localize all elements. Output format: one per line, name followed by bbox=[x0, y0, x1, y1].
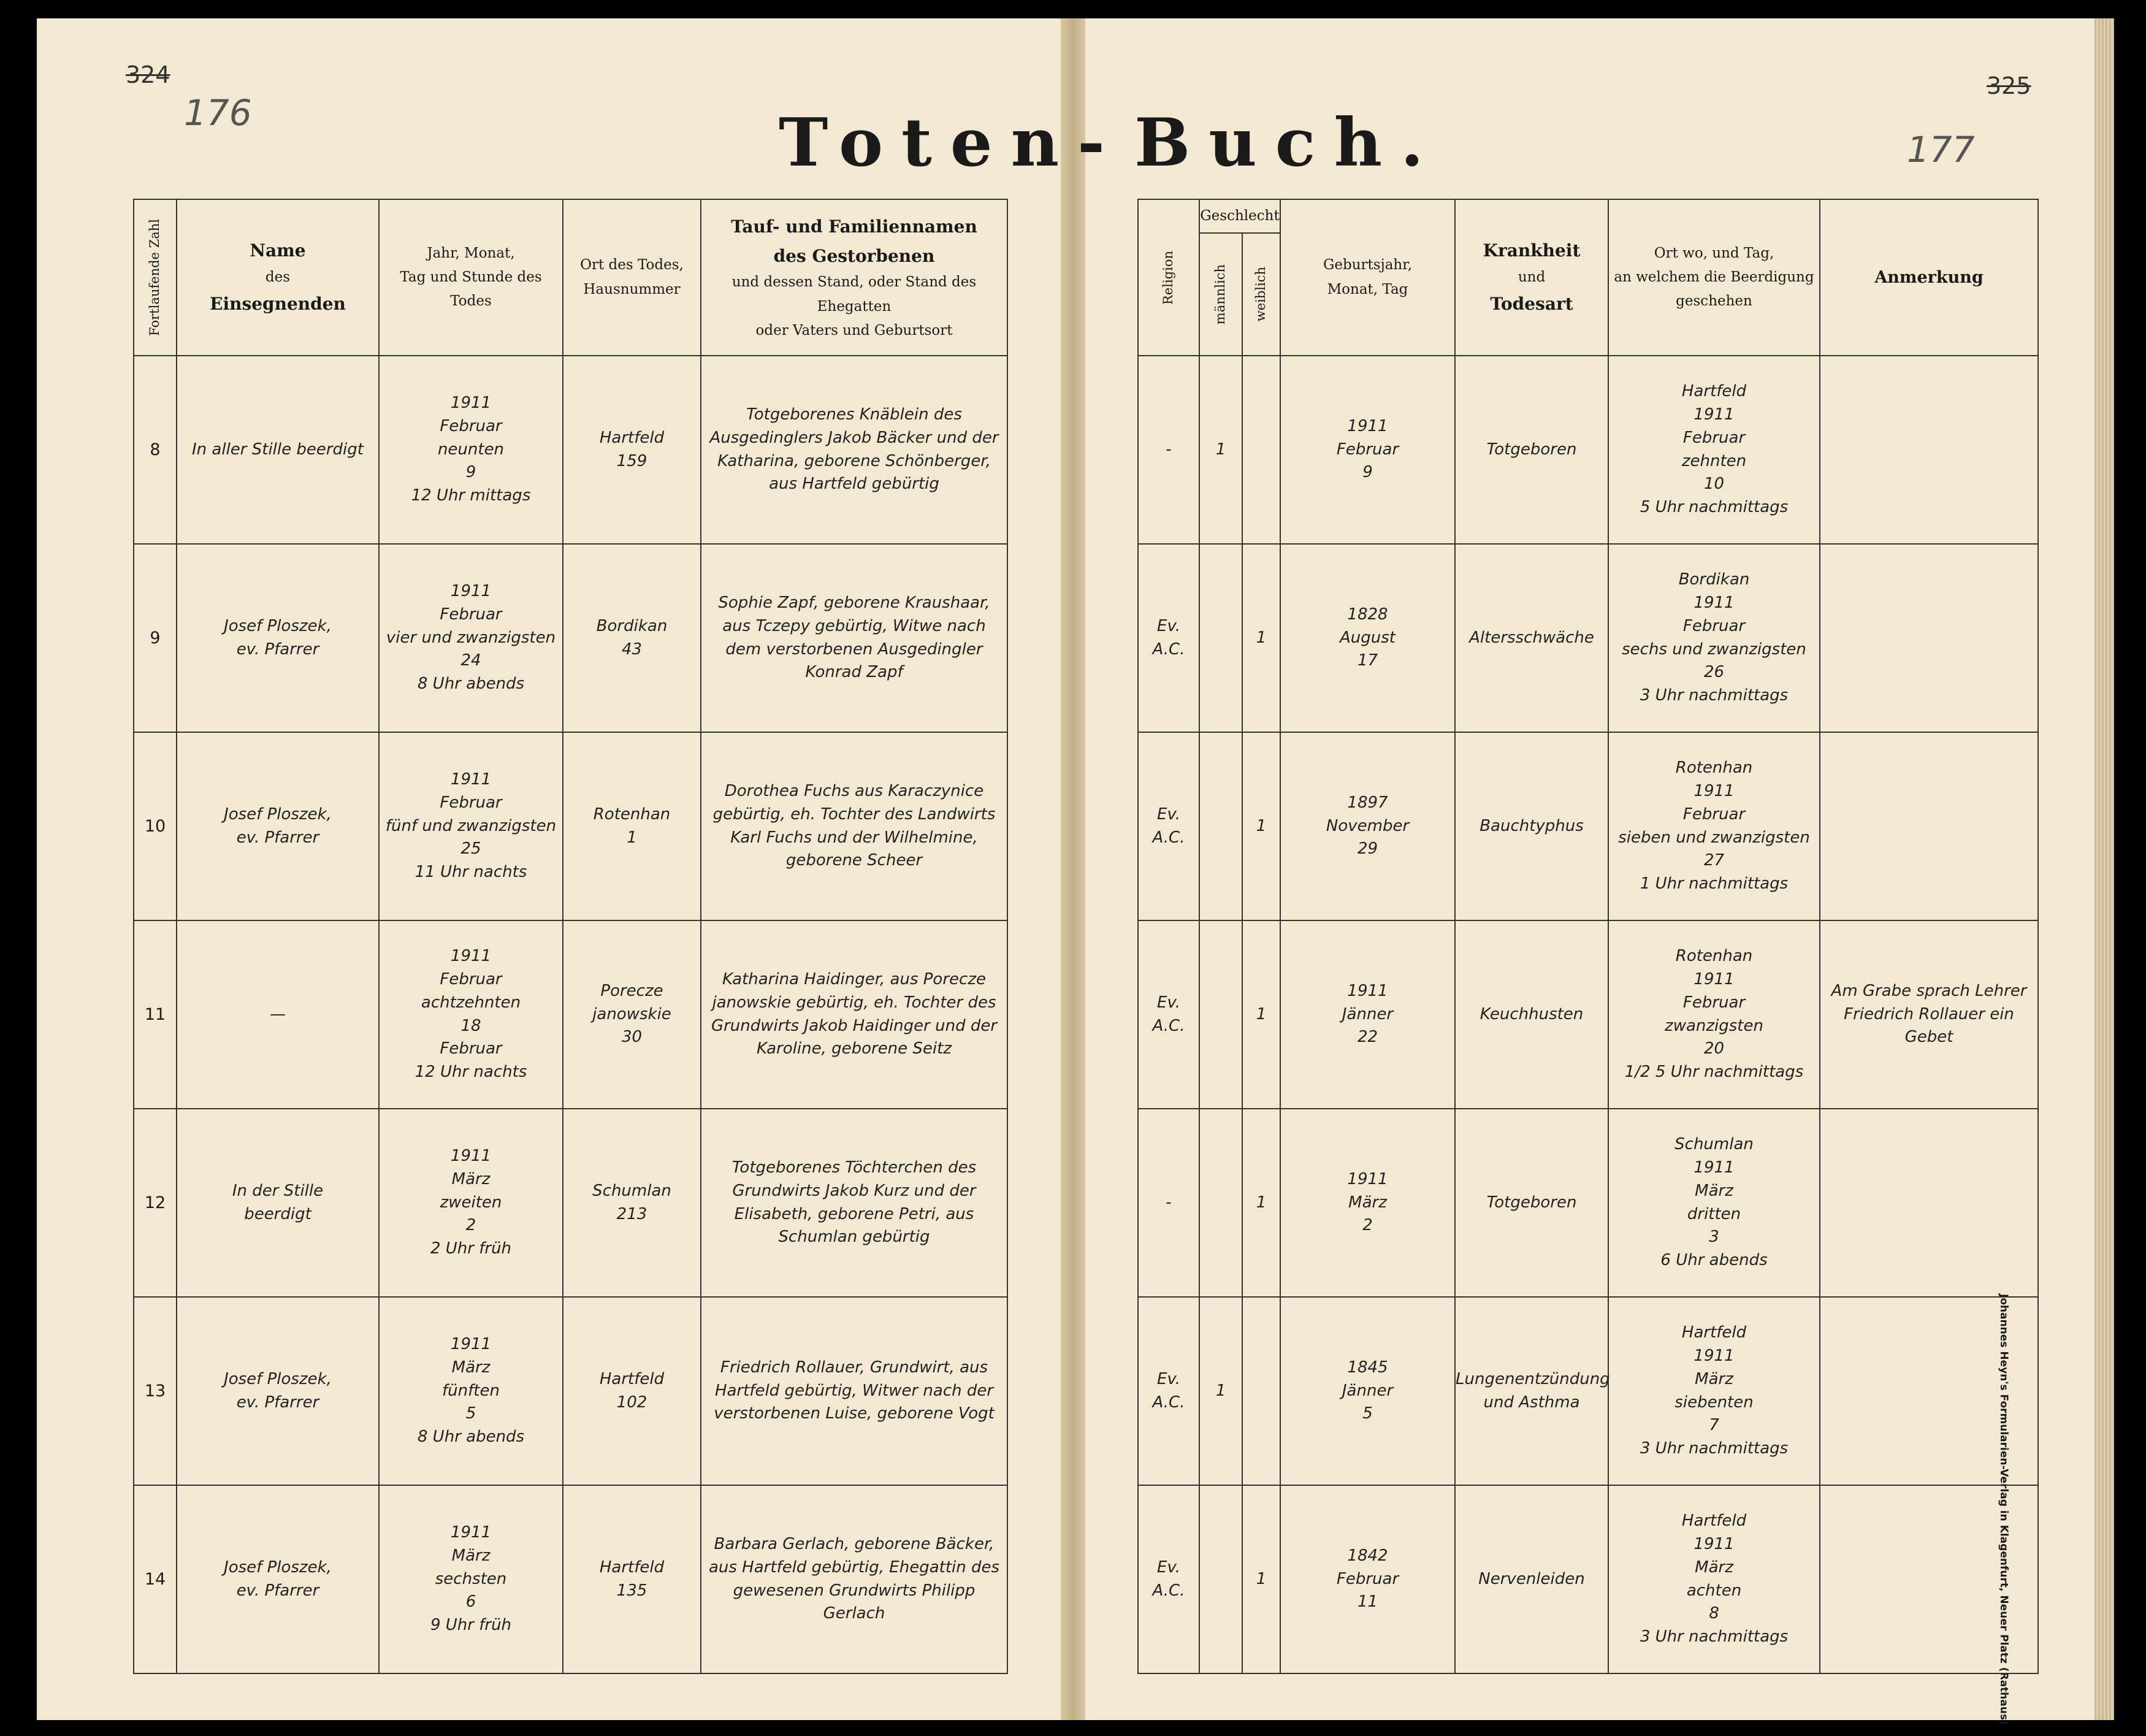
remarks-cell bbox=[1820, 1485, 2038, 1673]
right-register-table bbox=[1137, 199, 2039, 1674]
register-row bbox=[134, 1297, 1007, 1485]
title-right: Buch. bbox=[1134, 104, 1442, 182]
male-cell bbox=[1199, 732, 1242, 920]
female-cell bbox=[1242, 1297, 1280, 1485]
left-folio-handwritten: 176 bbox=[184, 92, 252, 134]
header-deceased: Tauf- und Familiennamen des Gestorbenen und dessen Stand, oder Stand des Ehegatten oder Vaters und Geburtsort bbox=[701, 199, 1007, 356]
male-cell: 1 bbox=[1199, 356, 1242, 544]
burial-cell: Hartfeld 1911 März achten 8 3 Uhr nachmittags bbox=[1608, 1485, 1820, 1673]
birth-date-cell: 1845 Jänner 5 bbox=[1280, 1297, 1455, 1485]
religion-cell: Ev. A.C. bbox=[1138, 920, 1199, 1109]
deceased-cell: Totgeborenes Töchterchen des Grundwirts Jakob Kurz und der Elisabeth, geborene Petri, aus Schumlan gebürtig bbox=[701, 1109, 1007, 1297]
register-row bbox=[134, 1485, 1007, 1673]
male-cell bbox=[1199, 1485, 1242, 1673]
birth-date-cell: 1842 Februar 11 bbox=[1280, 1485, 1455, 1673]
remarks-cell bbox=[1820, 356, 2038, 544]
remarks-cell bbox=[1820, 1109, 2038, 1297]
register-row bbox=[1138, 1297, 2038, 1485]
register-row bbox=[1138, 1109, 2038, 1297]
entry-number: 8 bbox=[134, 356, 177, 544]
birth-date-cell: 1911 Februar 9 bbox=[1280, 356, 1455, 544]
remarks-cell bbox=[1820, 732, 2038, 920]
female-cell: 1 bbox=[1242, 1109, 1280, 1297]
deceased-cell: Dorothea Fuchs aus Karaczynice gebürtig, eh. Tochter des Landwirts Karl Fuchs und der Wilhelmine, geborene Scheer bbox=[701, 732, 1007, 920]
religion-cell: Ev. A.C. bbox=[1138, 1485, 1199, 1673]
illness-cell: Lungenentzündung und Asthma bbox=[1455, 1297, 1608, 1485]
death-date-cell: 1911 März zweiten 2 2 Uhr früh bbox=[379, 1109, 563, 1297]
header-officiant: Name des Einsegnenden bbox=[177, 199, 379, 356]
birth-date-cell: 1911 Jänner 22 bbox=[1280, 920, 1455, 1109]
header-illness: Krankheit und Todesart bbox=[1455, 199, 1608, 356]
right-folio-handwritten: 177 bbox=[1907, 129, 1975, 170]
header-death-date: Jahr, Monat, Tag und Stunde des Todes bbox=[379, 199, 563, 356]
male-cell bbox=[1199, 920, 1242, 1109]
officiant-cell: Josef Ploszek, ev. Pfarrer bbox=[177, 1297, 379, 1485]
place-of-death-cell: Bordikan 43 bbox=[563, 544, 701, 732]
entry-number: 12 bbox=[134, 1109, 177, 1297]
register-row bbox=[134, 1109, 1007, 1297]
place-of-death-cell: Hartfeld 135 bbox=[563, 1485, 701, 1673]
register-row bbox=[1138, 544, 2038, 732]
header-female: weiblich bbox=[1242, 233, 1280, 356]
burial-cell: Rotenhan 1911 Februar sieben und zwanzigsten 27 1 Uhr nachmittags bbox=[1608, 732, 1820, 920]
officiant-cell: In aller Stille beerdigt bbox=[177, 356, 379, 544]
death-date-cell: 1911 März sechsten 6 9 Uhr früh bbox=[379, 1485, 563, 1673]
entry-number: 9 bbox=[134, 544, 177, 732]
remarks-cell bbox=[1820, 544, 2038, 732]
title-left: Toten- bbox=[779, 104, 1123, 182]
place-of-death-cell: Rotenhan 1 bbox=[563, 732, 701, 920]
remarks-cell bbox=[1820, 1297, 2038, 1485]
death-date-cell: 1911 Februar neunten 9 12 Uhr mittags bbox=[379, 356, 563, 544]
header-male: männlich bbox=[1199, 233, 1242, 356]
entry-number: 13 bbox=[134, 1297, 177, 1485]
officiant-cell: — bbox=[177, 920, 379, 1109]
burial-cell: Bordikan 1911 Februar sechs und zwanzigsten 26 3 Uhr nachmittags bbox=[1608, 544, 1820, 732]
register-row bbox=[1138, 356, 2038, 544]
remarks-cell: Am Grabe sprach Lehrer Friedrich Rollauer ein Gebet bbox=[1820, 920, 2038, 1109]
male-cell: 1 bbox=[1199, 1297, 1242, 1485]
death-date-cell: 1911 Februar achtzehnten 18 Februar 12 Uhr nachts bbox=[379, 920, 563, 1109]
header-birth-date: Geburtsjahr, Monat, Tag bbox=[1280, 199, 1455, 356]
female-cell: 1 bbox=[1242, 1485, 1280, 1673]
burial-cell: Hartfeld 1911 Februar zehnten 10 5 Uhr nachmittags bbox=[1608, 356, 1820, 544]
register-row bbox=[134, 356, 1007, 544]
birth-date-cell: 1897 November 29 bbox=[1280, 732, 1455, 920]
illness-cell: Bauchtyphus bbox=[1455, 732, 1608, 920]
illness-cell: Keuchhusten bbox=[1455, 920, 1608, 1109]
illness-cell: Totgeboren bbox=[1455, 356, 1608, 544]
illness-cell: Altersschwäche bbox=[1455, 544, 1608, 732]
register-row bbox=[134, 544, 1007, 732]
place-of-death-cell: Porecze janowskie 30 bbox=[563, 920, 701, 1109]
deceased-cell: Totgeborenes Knäblein des Ausgedinglers Jakob Bäcker und der Katharina, geborene Schönberger, aus Hartfeld gebürtig bbox=[701, 356, 1007, 544]
officiant-cell: In der Stille beerdigt bbox=[177, 1109, 379, 1297]
burial-cell: Schumlan 1911 März dritten 3 6 Uhr abends bbox=[1608, 1109, 1820, 1297]
death-date-cell: 1911 Februar fünf und zwanzigsten 25 11 Uhr nachts bbox=[379, 732, 563, 920]
place-of-death-cell: Schumlan 213 bbox=[563, 1109, 701, 1297]
header-burial: Ort wo, und Tag, an welchem die Beerdigung geschehen bbox=[1608, 199, 1820, 356]
register-row bbox=[1138, 920, 2038, 1109]
register-row bbox=[134, 920, 1007, 1109]
deceased-cell: Sophie Zapf, geborene Kraushaar, aus Tczepy gebürtig, Witwe nach dem verstorbenen Ausgedingler Konrad Zapf bbox=[701, 544, 1007, 732]
entry-number: 14 bbox=[134, 1485, 177, 1673]
place-of-death-cell: Hartfeld 102 bbox=[563, 1297, 701, 1485]
page-edges bbox=[2094, 18, 2114, 1720]
male-cell bbox=[1199, 1109, 1242, 1297]
publisher-imprint: Johannes Heyn's Formularien-Verlag in Klagenfurt, Neuer Platz (Rathaus) bbox=[1998, 1294, 2010, 1725]
death-date-cell: 1911 Februar vier und zwanzigsten 24 8 Uhr abends bbox=[379, 544, 563, 732]
female-cell bbox=[1242, 356, 1280, 544]
religion-cell: - bbox=[1138, 1109, 1199, 1297]
illness-cell: Nervenleiden bbox=[1455, 1485, 1608, 1673]
register-row bbox=[134, 732, 1007, 920]
officiant-cell: Josef Ploszek, ev. Pfarrer bbox=[177, 544, 379, 732]
left-register-table bbox=[133, 199, 1008, 1674]
illness-cell: Totgeboren bbox=[1455, 1109, 1608, 1297]
header-sex: Geschlecht bbox=[1199, 199, 1280, 233]
place-of-death-cell: Hartfeld 159 bbox=[563, 356, 701, 544]
register-row bbox=[1138, 1485, 2038, 1673]
deceased-cell: Katharina Haidinger, aus Porecze janowskie gebürtig, eh. Tochter des Grundwirts Jakob Haidinger und der Karoline, geborene Seitz bbox=[701, 920, 1007, 1109]
header-religion: Religion bbox=[1138, 199, 1199, 356]
religion-cell: - bbox=[1138, 356, 1199, 544]
officiant-cell: Josef Ploszek, ev. Pfarrer bbox=[177, 732, 379, 920]
register-row bbox=[1138, 732, 2038, 920]
male-cell bbox=[1199, 544, 1242, 732]
religion-cell: Ev. A.C. bbox=[1138, 1297, 1199, 1485]
header-remarks: Anmerkung bbox=[1820, 199, 2038, 356]
officiant-cell: Josef Ploszek, ev. Pfarrer bbox=[177, 1485, 379, 1673]
header-place-of-death: Ort des Todes, Hausnummer bbox=[563, 199, 701, 356]
deceased-cell: Friedrich Rollauer, Grundwirt, aus Hartfeld gebürtig, Witwer nach der verstorbenen Luise, geborene Vogt bbox=[701, 1297, 1007, 1485]
left-page-number: 324 bbox=[126, 61, 170, 88]
birth-date-cell: 1911 März 2 bbox=[1280, 1109, 1455, 1297]
religion-cell: Ev. A.C. bbox=[1138, 544, 1199, 732]
female-cell: 1 bbox=[1242, 920, 1280, 1109]
entry-number: 10 bbox=[134, 732, 177, 920]
right-page-number: 325 bbox=[1987, 72, 2031, 99]
death-date-cell: 1911 März fünften 5 8 Uhr abends bbox=[379, 1297, 563, 1485]
header-number: Fortlaufende Zahl bbox=[134, 199, 177, 356]
burial-cell: Hartfeld 1911 März siebenten 7 3 Uhr nachmittags bbox=[1608, 1297, 1820, 1485]
birth-date-cell: 1828 August 17 bbox=[1280, 544, 1455, 732]
deceased-cell: Barbara Gerlach, geborene Bäcker, aus Hartfeld gebürtig, Ehegattin des gewesenen Grundwirts Philipp Gerlach bbox=[701, 1485, 1007, 1673]
book-spine bbox=[1061, 18, 1085, 1720]
religion-cell: Ev. A.C. bbox=[1138, 732, 1199, 920]
female-cell: 1 bbox=[1242, 732, 1280, 920]
entry-number: 11 bbox=[134, 920, 177, 1109]
female-cell: 1 bbox=[1242, 544, 1280, 732]
burial-cell: Rotenhan 1911 Februar zwanzigsten 20 1/2 5 Uhr nachmittags bbox=[1608, 920, 1820, 1109]
